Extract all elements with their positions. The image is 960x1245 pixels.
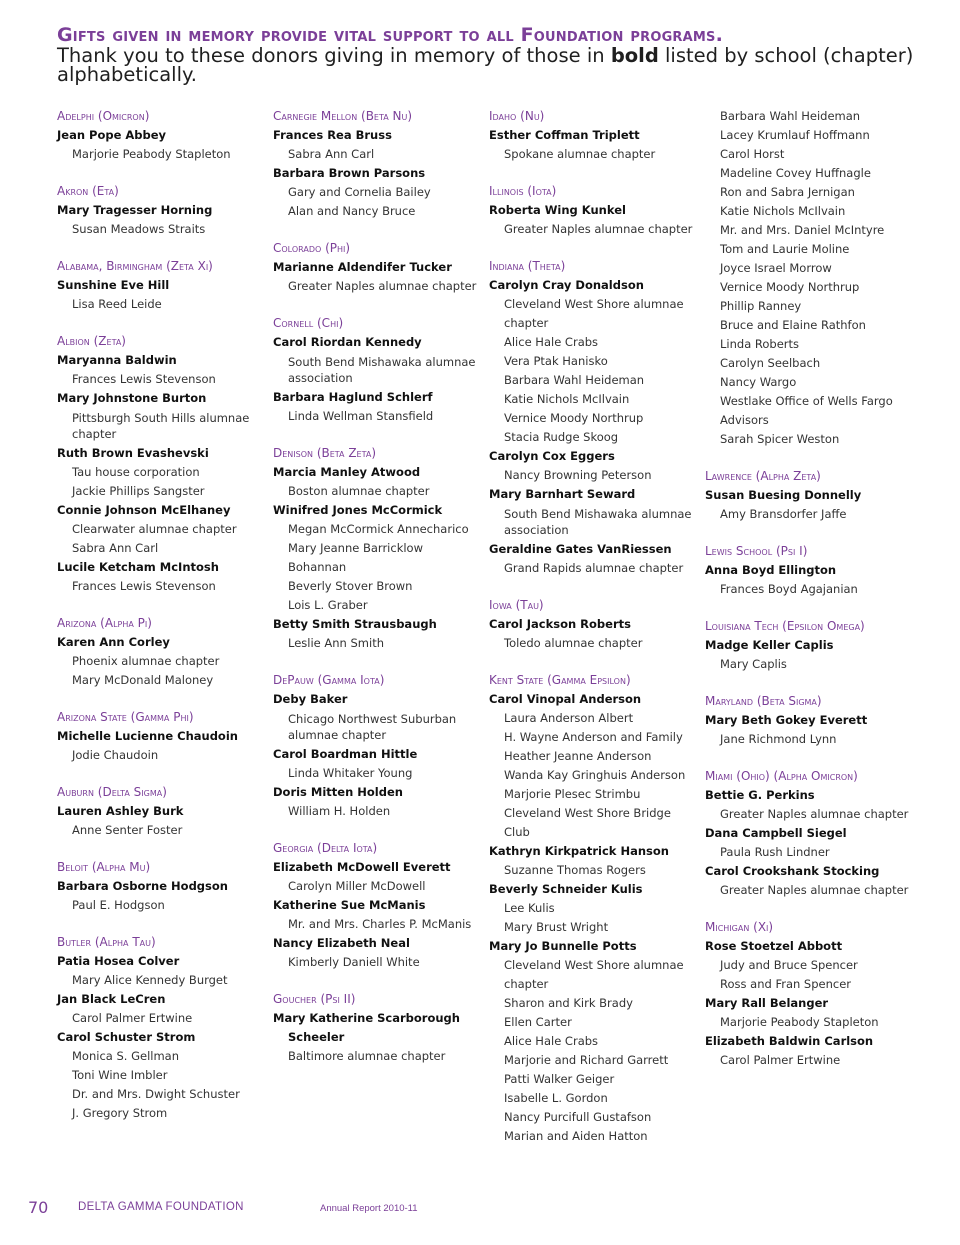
school-section xyxy=(489,671,699,1146)
school-heading: Alabama, Birmingham (Zeta Xi) xyxy=(57,259,213,273)
school-heading: Illinois (Iota) xyxy=(489,184,557,198)
school-heading: Butler (Alpha Tau) xyxy=(57,935,156,949)
honoree-name: Beverly Schneider Kulis xyxy=(489,882,643,896)
donor-name: Nancy Wargo xyxy=(720,375,797,389)
school-section xyxy=(705,767,915,900)
donor-name: Dr. and Mrs. Dwight Schuster xyxy=(72,1087,240,1101)
school-section xyxy=(57,257,267,314)
donor-name: Patti Walker Geiger xyxy=(504,1072,615,1086)
donor-name: Grand Rapids alumnae chapter xyxy=(504,561,684,575)
donor-name: Marjorie Peabody Stapleton xyxy=(720,1015,879,1029)
school-heading: Georgia (Delta Iota) xyxy=(273,841,378,855)
honoree-name: Mary Johnstone Burton xyxy=(57,391,207,405)
donor-name: Isabelle L. Gordon xyxy=(504,1091,608,1105)
donor-name: Spokane alumnae chapter xyxy=(504,147,656,161)
honoree-name: Sunshine Eve Hill xyxy=(57,278,170,292)
school-section xyxy=(57,107,267,164)
donor-name: Carol Palmer Ertwine xyxy=(720,1053,841,1067)
donor-name: Tau house corporation xyxy=(72,465,200,479)
donor-name: Greater Naples alumnae chapter xyxy=(720,883,909,897)
donor-name: Stacia Rudge Skoog xyxy=(504,430,619,444)
donor-name: Tom and Laurie Moline xyxy=(720,242,850,256)
donor-name: Susan Meadows Straits xyxy=(72,222,206,236)
honoree-name: Nancy Elizabeth Neal xyxy=(273,936,410,950)
donor-name: Advisors xyxy=(720,413,769,427)
donor-name: Nancy Browning Peterson xyxy=(504,468,652,482)
honoree-name: Barbara Osborne Hodgson xyxy=(57,879,228,893)
honoree-name: Mary Rall Belanger xyxy=(705,996,829,1010)
donor-name: Jackie Phillips Sangster xyxy=(72,484,205,498)
donor-name: Clearwater alumnae chapter xyxy=(72,522,237,536)
donor-name: Sharon and Kirk Brady xyxy=(504,996,633,1010)
subtitle-bold-word: bold xyxy=(610,44,659,67)
donor-name: Boston alumnae chapter xyxy=(288,484,430,498)
donor-name: Mary Alice Kennedy Burget xyxy=(72,973,228,987)
page-number: 70 xyxy=(28,1198,49,1217)
school-heading: Auburn (Delta Sigma) xyxy=(57,785,167,799)
honoree-name: Mary Tragesser Horning xyxy=(57,203,213,217)
footer-organization: DELTA GAMMA FOUNDATION xyxy=(78,1201,244,1213)
donor-name: Gary and Cornelia Bailey xyxy=(288,185,431,199)
donor-name: Frances Boyd Agajanian xyxy=(720,582,858,596)
donor-name: Lee Kulis xyxy=(504,901,555,915)
school-section xyxy=(57,614,267,690)
school-heading: Goucher (Psi II) xyxy=(273,992,356,1006)
honoree-name: Connie Johnson McElhaney xyxy=(57,503,231,517)
donor-name: Carolyn Seelbach xyxy=(720,356,821,370)
school-heading: Denison (Beta Zeta) xyxy=(273,446,377,460)
honoree-name: Rose Stoetzel Abbott xyxy=(705,939,843,953)
donor-name: Marian and Aiden Hatton xyxy=(504,1129,648,1143)
donor-name: Madeline Covey Huffnagle xyxy=(720,166,871,180)
donor-name: Lacey Krumlauf Hoffmann xyxy=(720,128,870,142)
donor-name: H. Wayne Anderson and Family xyxy=(504,730,683,744)
honoree-name: Roberta Wing Kunkel xyxy=(489,203,626,217)
school-section xyxy=(705,542,915,599)
donor-name: Westlake Office of Wells Fargo xyxy=(720,394,893,408)
school-section xyxy=(273,839,483,972)
school-section xyxy=(705,692,915,749)
school-heading: Louisiana Tech (Epsilon Omega) xyxy=(705,619,865,633)
donor-name: Ellen Carter xyxy=(504,1015,572,1029)
school-heading: Cornell (Chi) xyxy=(273,316,344,330)
school-section xyxy=(273,671,483,821)
school-section xyxy=(273,444,483,653)
page-subtitle xyxy=(57,46,917,84)
school-heading: Idaho (Nu) xyxy=(489,109,545,123)
donor-name: Anne Senter Foster xyxy=(72,823,183,837)
donor-name: Jodie Chaudoin xyxy=(72,748,159,762)
donor-name: Amy Bransdorfer Jaffe xyxy=(720,507,847,521)
donor-name: Sabra Ann Carl xyxy=(72,541,159,555)
honoree-name: Lucile Ketcham McIntosh xyxy=(57,560,219,574)
school-heading: Michigan (Xi) xyxy=(705,920,774,934)
school-heading: Adelphi (Omicron) xyxy=(57,109,150,123)
donor-name: Greater Naples alumnae chapter xyxy=(288,279,477,293)
donor-name: Wanda Kay Gringhuis Anderson xyxy=(504,768,686,782)
donor-name: chapter xyxy=(504,316,549,330)
honoree-name: Susan Buesing Donnelly xyxy=(705,488,862,502)
donor-name: Laura Anderson Albert xyxy=(504,711,634,725)
honoree-name: Carolyn Cox Eggers xyxy=(489,449,615,463)
honoree-name: Katherine Sue McManis xyxy=(273,898,426,912)
donor-name: Heather Jeanne Anderson xyxy=(504,749,652,763)
subtitle-part: listed by school (chapter) alphabetically. xyxy=(57,44,914,86)
honoree-name: Betty Smith Strausbaugh xyxy=(273,617,437,631)
honoree-name: Carol Crookshank Stocking xyxy=(705,864,880,878)
school-heading: Iowa (Tau) xyxy=(489,598,544,612)
donor-name: Carolyn Miller McDowell xyxy=(288,879,426,893)
school-section xyxy=(273,314,483,426)
school-section xyxy=(273,107,483,221)
page-title: Gifts given in memory provide vital support to all Foundation programs. xyxy=(57,24,724,46)
school-section xyxy=(489,182,699,239)
donor-name: Ross and Fran Spencer xyxy=(720,977,852,991)
school-section xyxy=(489,107,699,164)
donor-name: Alice Hale Crabs xyxy=(504,1034,599,1048)
donor-name: Carol Palmer Ertwine xyxy=(72,1011,193,1025)
donor-name: Mary Brust Wright xyxy=(504,920,609,934)
donor-name: Baltimore alumnae chapter xyxy=(288,1049,446,1063)
donor-name: Mary McDonald Maloney xyxy=(72,673,214,687)
donor-name: Phoenix alumnae chapter xyxy=(72,654,220,668)
honoree-name: Carolyn Cray Donaldson xyxy=(489,278,644,292)
donor-name: Ron and Sabra Jernigan xyxy=(720,185,855,199)
school-heading: Carnegie Mellon (Beta Nu) xyxy=(273,109,413,123)
honoree-name: Mary Beth Gokey Everett xyxy=(705,713,868,727)
school-heading: Indiana (Theta) xyxy=(489,259,566,273)
donor-column-3 xyxy=(489,107,699,1164)
school-section xyxy=(705,107,915,449)
donor-name: Chicago Northwest Suburban alumnae chapter xyxy=(288,712,457,742)
school-section xyxy=(57,858,267,915)
donor-name: Katie Nichols McIlvain xyxy=(720,204,846,218)
donor-name: Joyce Israel Morrow xyxy=(720,261,832,275)
honoree-name: Ruth Brown Evashevski xyxy=(57,446,209,460)
donor-name: Bruce and Elaine Rathfon xyxy=(720,318,866,332)
honoree-name: Barbara Haglund Schlerf xyxy=(273,390,433,404)
donor-name: Megan McCormick Annecharico xyxy=(288,522,469,536)
donor-name: Suzanne Thomas Rogers xyxy=(504,863,646,877)
school-heading: Kent State (Gamma Epsilon) xyxy=(489,673,631,687)
honoree-name: Barbara Brown Parsons xyxy=(273,166,426,180)
honoree-name: Mary Katherine Scarborough xyxy=(273,1011,460,1025)
donor-name: Linda Whitaker Young xyxy=(288,766,413,780)
honoree-name: Marcia Manley Atwood xyxy=(273,465,421,479)
school-heading: Colorado (Phi) xyxy=(273,241,351,255)
honoree-name: Esther Coffman Triplett xyxy=(489,128,640,142)
donor-name: Toledo alumnae chapter xyxy=(504,636,643,650)
school-section xyxy=(705,617,915,674)
donor-name: Paul E. Hodgson xyxy=(72,898,165,912)
honoree-name: Carol Jackson Roberts xyxy=(489,617,631,631)
donor-name: Alan and Nancy Bruce xyxy=(288,204,416,218)
donor-name: Jane Richmond Lynn xyxy=(720,732,837,746)
donor-name: Mr. and Mrs. Charles P. McManis xyxy=(288,917,472,931)
donor-column-2 xyxy=(273,107,483,1084)
page-header xyxy=(57,25,917,84)
honoree-name: Geraldine Gates VanRiessen xyxy=(489,542,672,556)
honoree-name: Winifred Jones McCormick xyxy=(273,503,443,517)
donor-name: Mary Caplis xyxy=(720,657,787,671)
donor-name: Greater Naples alumnae chapter xyxy=(720,807,909,821)
honoree-name: Elizabeth McDowell Everett xyxy=(273,860,451,874)
honoree-name: Deby Baker xyxy=(273,692,348,706)
donor-name: Alice Hale Crabs xyxy=(504,335,599,349)
school-section xyxy=(705,467,915,524)
school-heading: Lewis School (Psi I) xyxy=(705,544,808,558)
donor-name: Cleveland West Shore Bridge Club xyxy=(504,806,671,839)
donor-name: Linda Roberts xyxy=(720,337,800,351)
school-section xyxy=(57,708,267,765)
subtitle-part: Thank you to these donors giving in memory of those in xyxy=(57,44,611,67)
donor-name: Marjorie and Richard Garrett xyxy=(504,1053,669,1067)
school-section xyxy=(57,933,267,1123)
donor-column-4 xyxy=(705,107,915,1088)
donor-name: Vera Ptak Hanisko xyxy=(504,354,608,368)
donor-name: Paula Rush Lindner xyxy=(720,845,830,859)
donor-name: Frances Lewis Stevenson xyxy=(72,372,216,386)
donor-name: Lisa Reed Leide xyxy=(72,297,162,311)
honoree-name: Carol Schuster Strom xyxy=(57,1030,196,1044)
honoree-name: Frances Rea Bruss xyxy=(273,128,392,142)
donor-name: Toni Wine Imbler xyxy=(72,1068,168,1082)
donor-name: Sabra Ann Carl xyxy=(288,147,375,161)
school-heading: Arizona (Alpha Pi) xyxy=(57,616,152,630)
honoree-name: Scheeler xyxy=(288,1030,345,1044)
donor-name: Barbara Wahl Heideman xyxy=(720,109,861,123)
donor-name: Kimberly Daniell White xyxy=(288,955,420,969)
honoree-name: Marianne Aldendifer Tucker xyxy=(273,260,452,274)
honoree-name: Doris Mitten Holden xyxy=(273,785,403,799)
honoree-name: Kathryn Kirkpatrick Hanson xyxy=(489,844,669,858)
honoree-name: Madge Keller Caplis xyxy=(705,638,834,652)
donor-name: Greater Naples alumnae chapter xyxy=(504,222,693,236)
donor-name: Vernice Moody Northrup xyxy=(504,411,644,425)
school-section xyxy=(705,918,915,1070)
school-section xyxy=(489,257,699,578)
school-section xyxy=(273,239,483,296)
donor-column-1 xyxy=(57,107,267,1141)
honoree-name: Karen Ann Corley xyxy=(57,635,170,649)
donor-name: Frances Lewis Stevenson xyxy=(72,579,216,593)
donor-name: Marjorie Peabody Stapleton xyxy=(72,147,231,161)
school-heading: Akron (Eta) xyxy=(57,184,119,198)
honoree-name: Jan Black LeCren xyxy=(57,992,166,1006)
donor-name: Mary Jeanne Barricklow Bohannan xyxy=(288,541,423,574)
honoree-name: Michelle Lucienne Chaudoin xyxy=(57,729,238,743)
honoree-name: Carol Boardman Hittle xyxy=(273,747,418,761)
donor-name: South Bend Mishawaka alumnae association xyxy=(504,507,692,537)
honoree-name: Mary Jo Bunnelle Potts xyxy=(489,939,637,953)
donor-name: J. Gregory Strom xyxy=(72,1106,168,1120)
school-section xyxy=(273,990,483,1066)
honoree-name: Anna Boyd Ellington xyxy=(705,563,837,577)
honoree-name: Elizabeth Baldwin Carlson xyxy=(705,1034,874,1048)
honoree-name: Carol Vinopal Anderson xyxy=(489,692,642,706)
honoree-name: Dana Campbell Siegel xyxy=(705,826,847,840)
donor-name: Carol Horst xyxy=(720,147,785,161)
donor-name: Judy and Bruce Spencer xyxy=(720,958,858,972)
donor-name: Katie Nichols McIlvain xyxy=(504,392,630,406)
school-heading: Lawrence (Alpha Zeta) xyxy=(705,469,821,483)
school-section xyxy=(57,332,267,596)
school-heading: Arizona State (Gamma Phi) xyxy=(57,710,194,724)
donor-name: Sarah Spicer Weston xyxy=(720,432,840,446)
honoree-name: Patia Hosea Colver xyxy=(57,954,180,968)
honoree-name: Jean Pope Abbey xyxy=(57,128,167,142)
honoree-name: Bettie G. Perkins xyxy=(705,788,815,802)
school-heading: Maryland (Beta Sigma) xyxy=(705,694,822,708)
donor-name: Leslie Ann Smith xyxy=(288,636,384,650)
honoree-name: Maryanna Baldwin xyxy=(57,353,177,367)
donor-name: William H. Holden xyxy=(288,804,391,818)
honoree-name: Lauren Ashley Burk xyxy=(57,804,184,818)
donor-name: Barbara Wahl Heideman xyxy=(504,373,645,387)
footer-report-title: Annual Report 2010-11 xyxy=(320,1203,418,1214)
donor-name: Phillip Ranney xyxy=(720,299,802,313)
donor-name: Monica S. Gellman xyxy=(72,1049,179,1063)
school-heading: DePauw (Gamma Iota) xyxy=(273,673,385,687)
donor-name: Marjorie Plesec Strimbu xyxy=(504,787,641,801)
school-section xyxy=(489,596,699,653)
donor-name: Beverly Stover Brown xyxy=(288,579,413,593)
donor-name: Cleveland West Shore alumnae xyxy=(504,297,684,311)
donor-name: Pittsburgh South Hills alumnae chapter xyxy=(72,411,250,441)
donor-name: Mr. and Mrs. Daniel McIntyre xyxy=(720,223,885,237)
donor-name: Cleveland West Shore alumnae xyxy=(504,958,684,972)
school-heading: Albion (Zeta) xyxy=(57,334,126,348)
donor-name: South Bend Mishawaka alumnae association xyxy=(288,355,476,385)
page-footer xyxy=(28,1198,928,1218)
honoree-name: Mary Barnhart Seward xyxy=(489,487,636,501)
donor-name: chapter xyxy=(504,977,549,991)
honoree-name: Carol Riordan Kennedy xyxy=(273,335,422,349)
donor-name: Nancy Purcifull Gustafson xyxy=(504,1110,652,1124)
donor-name: Linda Wellman Stansfield xyxy=(288,409,434,423)
donor-name: Vernice Moody Northrup xyxy=(720,280,860,294)
school-section xyxy=(57,182,267,239)
school-section xyxy=(57,783,267,840)
school-heading: Miami (Ohio) (Alpha Omicron) xyxy=(705,769,858,783)
school-heading: Beloit (Alpha Mu) xyxy=(57,860,151,874)
donor-name: Lois L. Graber xyxy=(288,598,368,612)
